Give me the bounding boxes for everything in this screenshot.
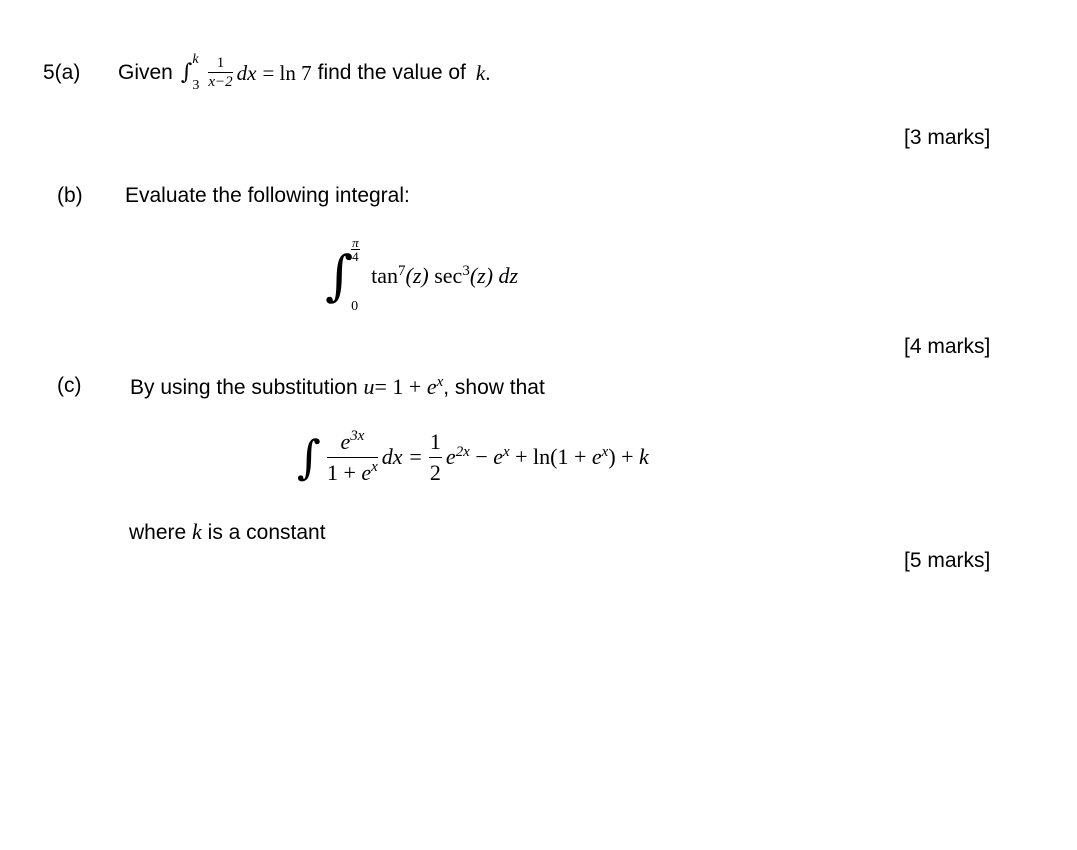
integrand-b (371, 263, 518, 289)
where-word: where (129, 521, 187, 544)
part-a-question (118, 50, 490, 96)
substitution-text: By using the substitution (130, 376, 358, 399)
period: . (485, 60, 491, 85)
num-e: e (340, 428, 351, 454)
t3-e: e (591, 444, 602, 469)
upper-limit-b-den: 4 (352, 249, 359, 264)
fraction-a (208, 56, 232, 90)
t2-exp: x (503, 443, 510, 460)
dx-a: dx (236, 60, 257, 85)
part-b-label: (b) (57, 184, 83, 207)
upper-limit-b-num: π (352, 235, 359, 250)
t1-e: e (445, 444, 456, 469)
plus-ln: + ln(1 + (509, 444, 592, 469)
den-e: e (361, 459, 372, 485)
given-text: Given (118, 61, 173, 84)
integral-sign-a: ∫ (180, 60, 193, 85)
integral-limits-b (351, 236, 369, 316)
integral-b (325, 236, 518, 316)
fraction-a-numerator: 1 (208, 56, 232, 73)
marks-b: [4 marks] (904, 335, 991, 358)
equation-c (297, 424, 649, 490)
half-den: 2 (429, 459, 441, 485)
lower-limit-a: 3 (192, 78, 200, 93)
find-text: find the value of (317, 61, 466, 84)
half-num: 1 (429, 431, 442, 458)
lower-limit-b: 0 (351, 299, 359, 314)
sec-fn: sec (434, 263, 463, 288)
integral-limits-a (192, 53, 204, 93)
variable-k: k (475, 60, 486, 85)
dz: dz (498, 263, 519, 288)
t2-e: e (493, 444, 503, 469)
part-b-text: Evaluate the following integral: (125, 184, 410, 207)
show-that-text: , show that (443, 376, 545, 399)
integral-sign-c: ∫ (297, 430, 321, 484)
sub-u: u (363, 374, 375, 399)
tan-arg: (z) (405, 263, 429, 288)
minus: − (469, 444, 494, 469)
where-k: k (192, 519, 202, 544)
part-c-label: (c) (57, 374, 82, 397)
rhs-terms (446, 444, 649, 470)
equals-ln7: = ln 7 (262, 60, 312, 85)
fraction-c-numerator (327, 428, 378, 458)
close-plus: ) + (608, 444, 640, 469)
is-constant: is a constant (207, 521, 326, 544)
tan-exponent: 7 (398, 262, 406, 279)
den-one-plus: 1 + (326, 459, 362, 485)
sec-arg: (z) (469, 263, 494, 288)
upper-limit-a: k (192, 52, 199, 67)
t3-exp: x (601, 443, 609, 460)
integral-sign-b: ∫ (325, 244, 354, 307)
sec-exponent: 3 (462, 262, 470, 279)
part-c-text (130, 374, 545, 400)
fraction-c-denominator (327, 458, 378, 484)
fraction-a-denominator: x−2 (208, 74, 233, 90)
part-a-label: 5(a) (43, 61, 81, 84)
sub-exp: x (436, 373, 444, 390)
marks-a: [3 marks] (904, 126, 991, 149)
t1-exp: 2x (455, 443, 470, 460)
upper-limit-b (351, 236, 360, 263)
dx-equals: dx = (381, 444, 423, 469)
sub-equals: = 1 + (374, 374, 427, 399)
sub-e: e (426, 374, 437, 399)
marks-c: [5 marks] (904, 549, 991, 572)
half-fraction (429, 428, 442, 485)
where-text (129, 519, 326, 545)
fraction-c-lhs (326, 428, 378, 485)
tan-fn: tan (371, 263, 399, 288)
num-exp: 3x (350, 428, 365, 445)
constant-k: k (639, 444, 649, 469)
den-exp: x (371, 459, 378, 476)
